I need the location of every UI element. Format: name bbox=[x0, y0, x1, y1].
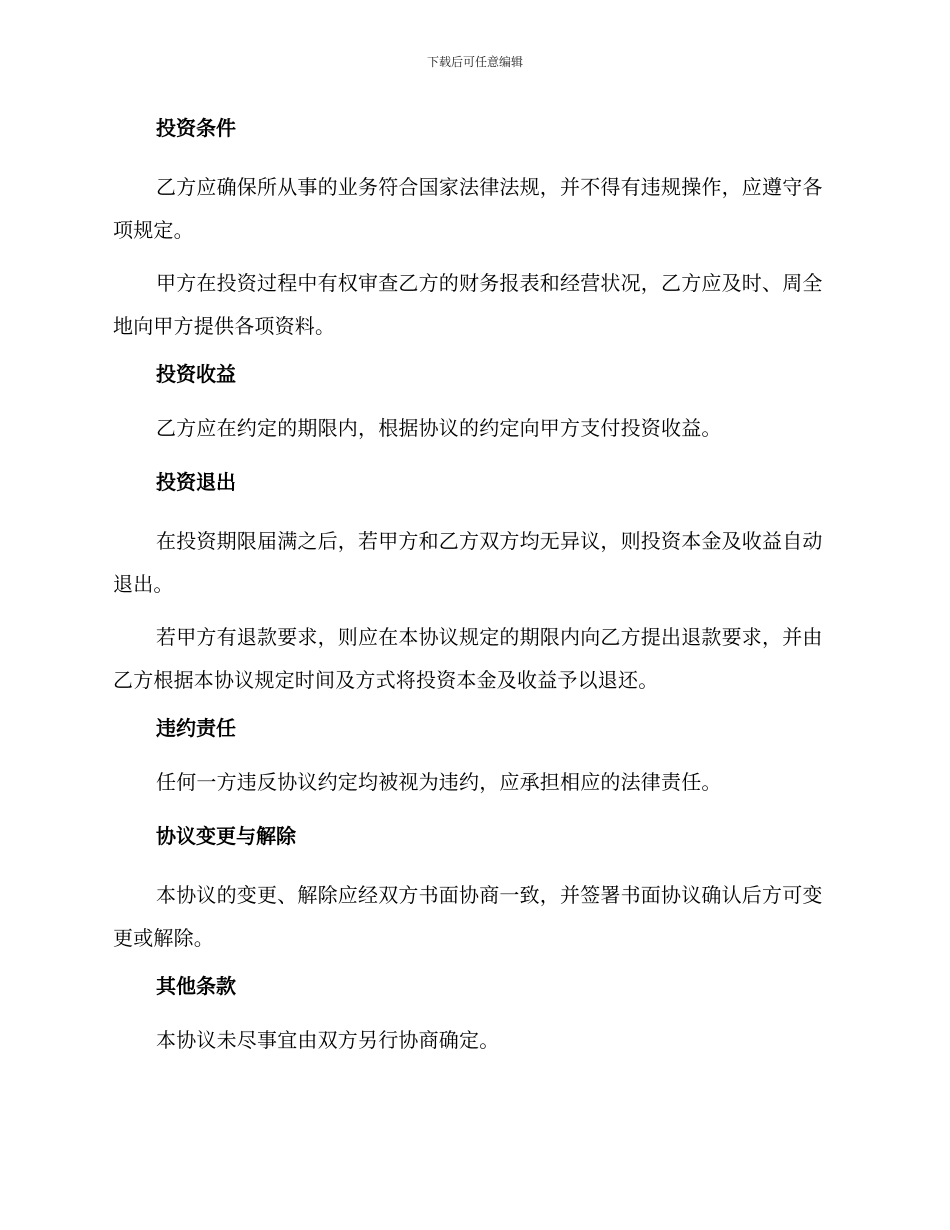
section-heading: 投资收益 bbox=[156, 362, 236, 386]
paragraph: 乙方应在约定的期限内，根据协议的约定向甲方支付投资收益。 bbox=[156, 416, 722, 440]
section-heading: 投资退出 bbox=[156, 470, 236, 494]
paragraph: 甲方在投资过程中有权审查乙方的财务报表和经营状况，乙方应及时、周全地向甲方提供各项资料。 bbox=[113, 271, 823, 338]
section-heading: 违约责任 bbox=[156, 716, 236, 740]
paragraph: 在投资期限届满之后，若甲方和乙方双方均无异议，则投资本金及收益自动退出。 bbox=[113, 529, 823, 596]
section-heading: 协议变更与解除 bbox=[156, 824, 296, 848]
paragraph: 本协议未尽事宜由双方另行协商确定。 bbox=[156, 1028, 500, 1052]
page-header-note: 下载后可任意编辑 bbox=[426, 55, 523, 69]
paragraph: 任何一方违反协议约定均被视为违约，应承担相应的法律责任。 bbox=[156, 770, 722, 794]
paragraph: 乙方应确保所从事的业务符合国家法律法规，并不得有违规操作，应遵守各项规定。 bbox=[113, 175, 823, 242]
section-heading: 其他条款 bbox=[156, 974, 236, 998]
paragraph: 若甲方有退款要求，则应在本协议规定的期限内向乙方提出退款要求，并由乙方根据本协议规定时间及方式将投资本金及收益予以退还。 bbox=[113, 625, 823, 692]
paragraph: 本协议的变更、解除应经双方书面协商一致，并签署书面协议确认后方可变更或解除。 bbox=[113, 883, 823, 950]
document-body bbox=[113, 112, 833, 1078]
section-heading: 投资条件 bbox=[156, 116, 236, 140]
